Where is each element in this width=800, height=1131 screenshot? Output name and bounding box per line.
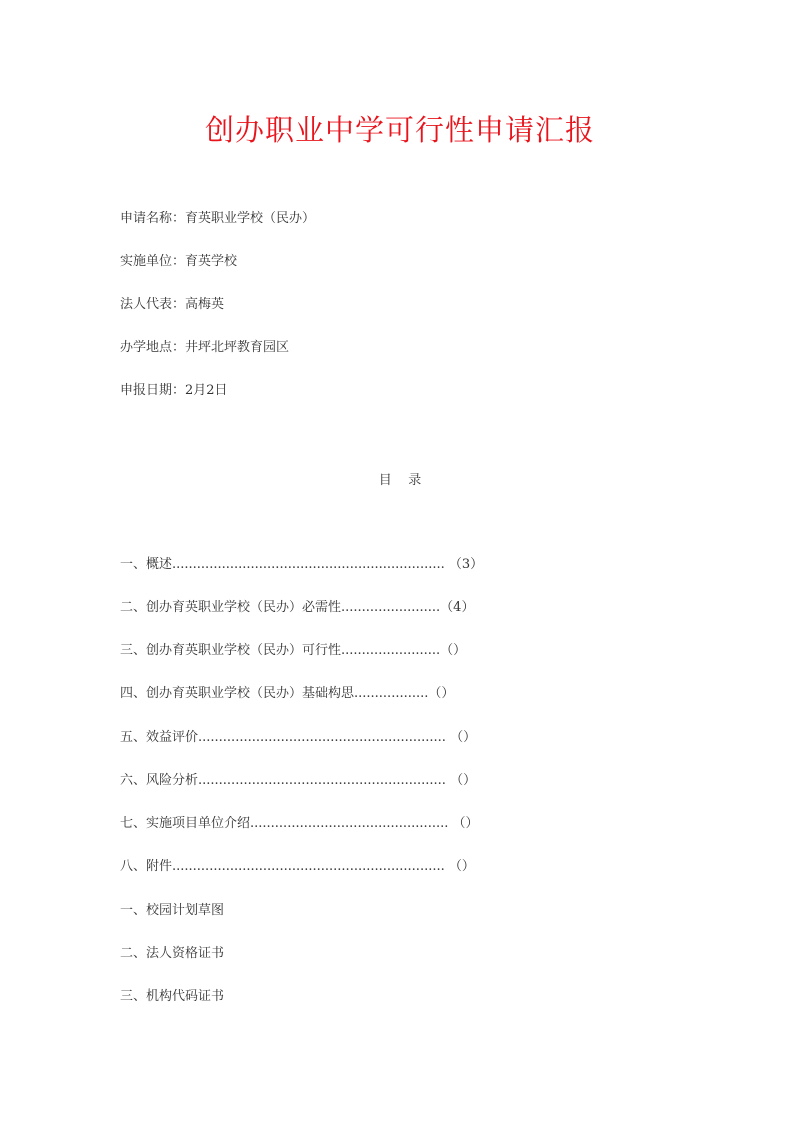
toc-item-risk-analysis: 六、风险分析............................................................ （） bbox=[120, 773, 477, 788]
info-school-location: 办学地点：井坪北坪教育园区 bbox=[120, 340, 290, 355]
document-title: 创办职业中学可行性申请汇报 bbox=[204, 113, 595, 147]
annex-item-legal-certificate: 二、法人资格证书 bbox=[120, 946, 225, 961]
toc-heading: 目 录 bbox=[378, 473, 422, 488]
annex-item-organization-code: 三、机构代码证书 bbox=[120, 989, 225, 1004]
toc-item-unit-introduction: 七、实施项目单位介绍................................................ （） bbox=[120, 816, 479, 831]
info-implementing-unit: 实施单位：育英学校 bbox=[120, 254, 238, 269]
info-report-date: 申报日期：2月2日 bbox=[120, 383, 228, 398]
toc-item-necessity: 二、创办育英职业学校（民办）必需性........................（4） bbox=[120, 600, 475, 615]
toc-item-overview: 一、概述.................................................................. （3） bbox=[120, 557, 484, 572]
toc-item-feasibility: 三、创办育英职业学校（民办）可行性........................（） bbox=[120, 643, 467, 658]
info-application-name: 申请名称：育英职业学校（民办） bbox=[120, 211, 316, 226]
info-legal-representative: 法人代表：高梅英 bbox=[120, 297, 225, 312]
toc-item-basic-concept: 四、创办育英职业学校（民办）基础构思..................（） bbox=[120, 686, 455, 701]
annex-item-campus-plan: 一、校园计划草图 bbox=[120, 903, 225, 918]
toc-item-attachments: 八、附件.................................................................. （） bbox=[120, 859, 475, 874]
toc-item-benefit-evaluation: 五、效益评价............................................................ （） bbox=[120, 730, 477, 745]
